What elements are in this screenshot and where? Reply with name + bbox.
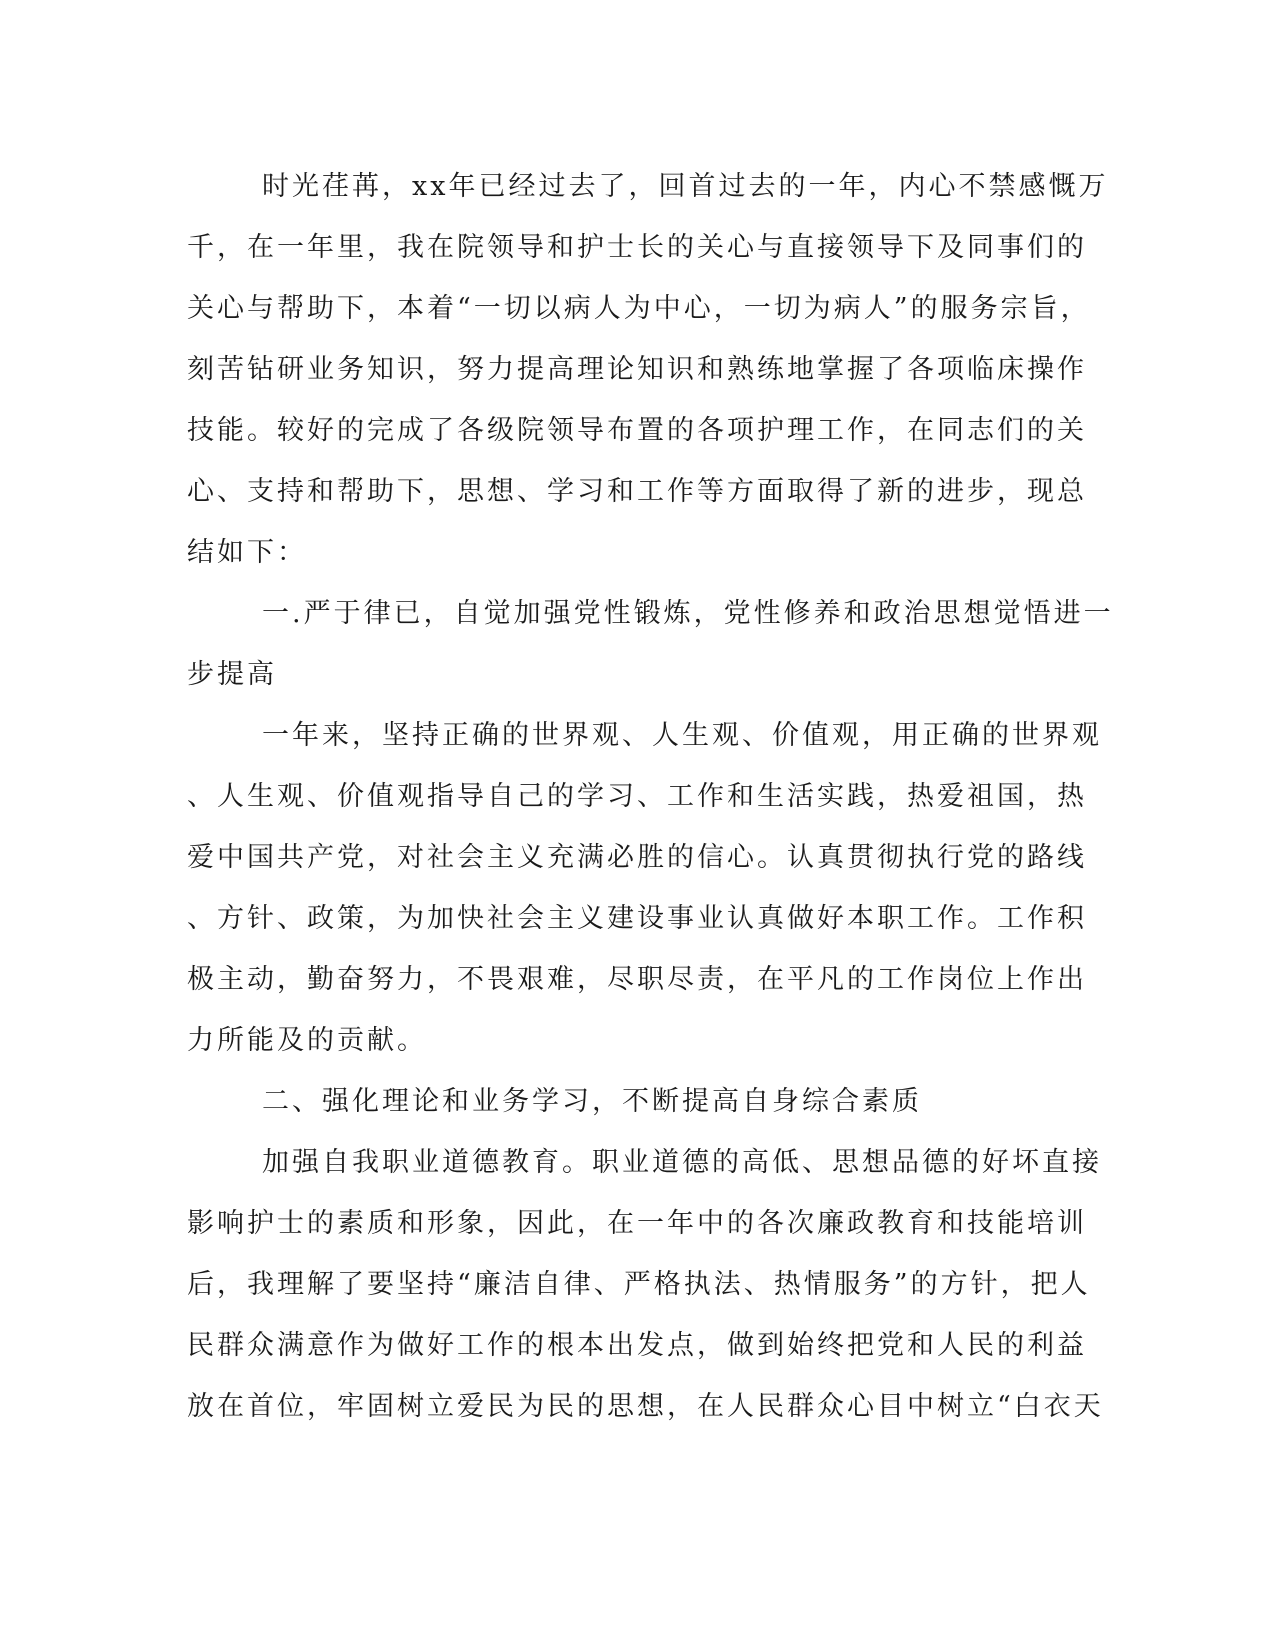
text-line: 步提高 [187,659,277,690]
text-line: 刻苦钻研业务知识，努力提高理论知识和熟练地掌握了各项临床操作 [187,354,1087,385]
text-line: 力所能及的贡献。 [187,1025,427,1056]
text-line: 一年来，坚持正确的世界观、人生观、价值观，用正确的世界观 [262,720,1102,751]
text-line: 时光荏苒，xx年已经过去了，回首过去的一年，内心不禁感慨万 [262,171,1109,202]
text-line: 技能。较好的完成了各级院领导布置的各项护理工作，在同志们的关 [187,415,1087,446]
text-line: 关心与帮助下，本着“一切以病人为中心，一切为病人”的服务宗旨， [187,293,1091,324]
text-line: 、方针、政策，为加快社会主义建设事业认真做好本职工作。工作积 [187,903,1087,934]
text-line: 爱中国共产党，对社会主义充满必胜的信心。认真贯彻执行党的路线 [187,842,1087,873]
text-line: 后，我理解了要坚持“廉洁自律、严格执法、热情服务”的方针，把人 [187,1269,1091,1300]
text-line: 心、支持和帮助下，思想、学习和工作等方面取得了新的进步，现总 [187,476,1087,507]
text-line: 、人生观、价值观指导自己的学习、工作和生活实践，热爱祖国，热 [187,781,1087,812]
text-line: 二、强化理论和业务学习，不断提高自身综合素质 [262,1086,922,1117]
text-line: 极主动，勤奋努力，不畏艰难，尽职尽责，在平凡的工作岗位上作出 [187,964,1087,995]
text-line: 加强自我职业道德教育。职业道德的高低、思想品德的好坏直接 [262,1147,1102,1178]
text-line: 一.严于律已，自觉加强党性锻炼，党性修养和政治思想觉悟进一 [262,598,1114,629]
text-line: 放在首位，牢固树立爱民为民的思想，在人民群众心目中树立“白衣天 [187,1391,1104,1422]
text-line: 影响护士的素质和形象，因此，在一年中的各次廉政教育和技能培训 [187,1208,1087,1239]
text-line: 结如下： [187,537,307,568]
text-line: 民群众满意作为做好工作的根本出发点，做到始终把党和人民的利益 [187,1330,1087,1361]
document-body [187,156,1114,1437]
text-line: 千，在一年里，我在院领导和护士长的关心与直接领导下及同事们的 [187,232,1087,263]
